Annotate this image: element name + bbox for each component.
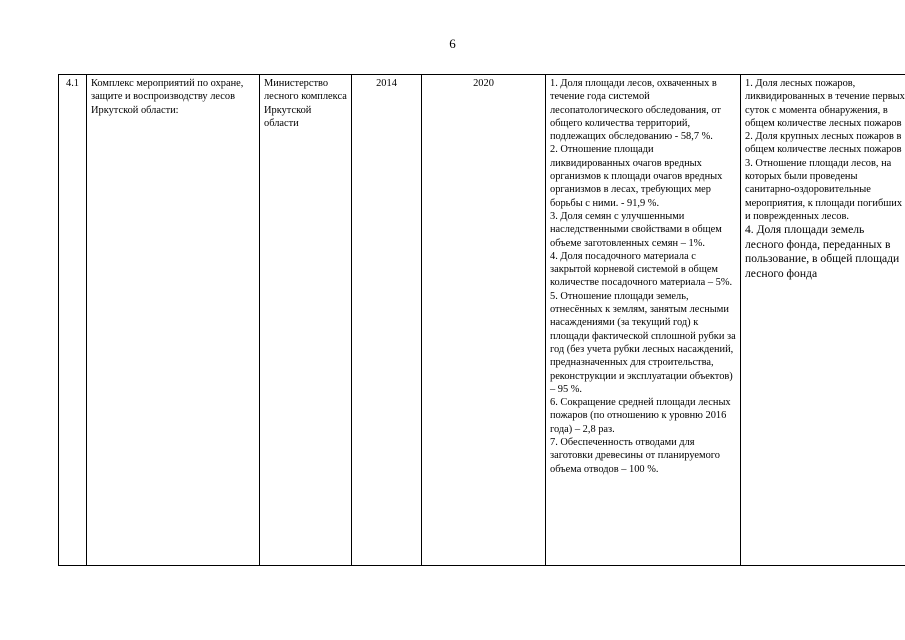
expected-result-item: 2. Отношение площади ликвидированных очагов вредных организмов к площади очагов вредных организмов в лесах, требующих мер борьбы с ними. - 91,9 %. [550, 144, 723, 209]
executor-cell: Министерство лесного комплекса Иркутской области [260, 75, 352, 566]
target-indicator-item: 1. Доля лесных пожаров, ликвидированных в течение первых суток с момента обнаружения, в общем количестве лесных пожаров [745, 78, 905, 129]
target-indicator-item: 2. Доля крупных лесных пожаров в общем количестве лесных пожаров [745, 131, 902, 156]
page-number: 6 [449, 36, 456, 51]
start-year-cell: 2014 [352, 75, 422, 566]
end-year-cell: 2020 [422, 75, 546, 566]
expected-result-item: 7. Обеспеченность отводами для заготовки древесины от планируемого объема отводов – 100 %. [550, 437, 720, 475]
target-indicator-item: 4. Доля площади земель лесного фонда, переданных в пользование, в общей площади лесного фонда [745, 223, 900, 280]
expected-results-cell [546, 75, 741, 566]
target-indicator-item: 3. Отношение площади лесов, на которых были проведены санитарно-оздоровительные мероприятия, к площади погибших и поврежденных лесов. [745, 157, 903, 222]
row-number-cell: 4.1 [59, 75, 87, 566]
expected-result-item: 3. Доля семян с улучшенными наследственными свойствами в общем объеме заготовленных семян – 1%. [550, 210, 722, 249]
measure-name-cell: Комплекс мероприятий по охране, защите и воспроизводству лесов Иркутской области: [87, 75, 260, 566]
expected-result-item: 5. Отношение площади земель, отнесённых к землям, занятым лесными насаждениями (за текущий год) к площади фактической сплошной рубки за год (без учета рубки лесных насаждений, предназначенных для строительства, реконструкции и эксплуатации объектов) – 95 %. [550, 290, 736, 395]
expected-result-item: 6. Сокращение средней площади лесных пожаров (по отношению к уровню 2016 года) – 2,8 раз. [550, 397, 731, 435]
program-table [58, 74, 905, 566]
expected-result-item: 4. Доля посадочного материала с закрытой корневой системой в общем количестве посадочного материала – 5%. [550, 250, 733, 289]
expected-result-item: 1. Доля площади лесов, охваченных в течение года системой лесопатологического обследования, от общего количества территорий, подлежащих обследованию - 58,7 %. [550, 78, 721, 143]
target-indicators-cell [741, 75, 905, 566]
table-row [59, 75, 905, 566]
